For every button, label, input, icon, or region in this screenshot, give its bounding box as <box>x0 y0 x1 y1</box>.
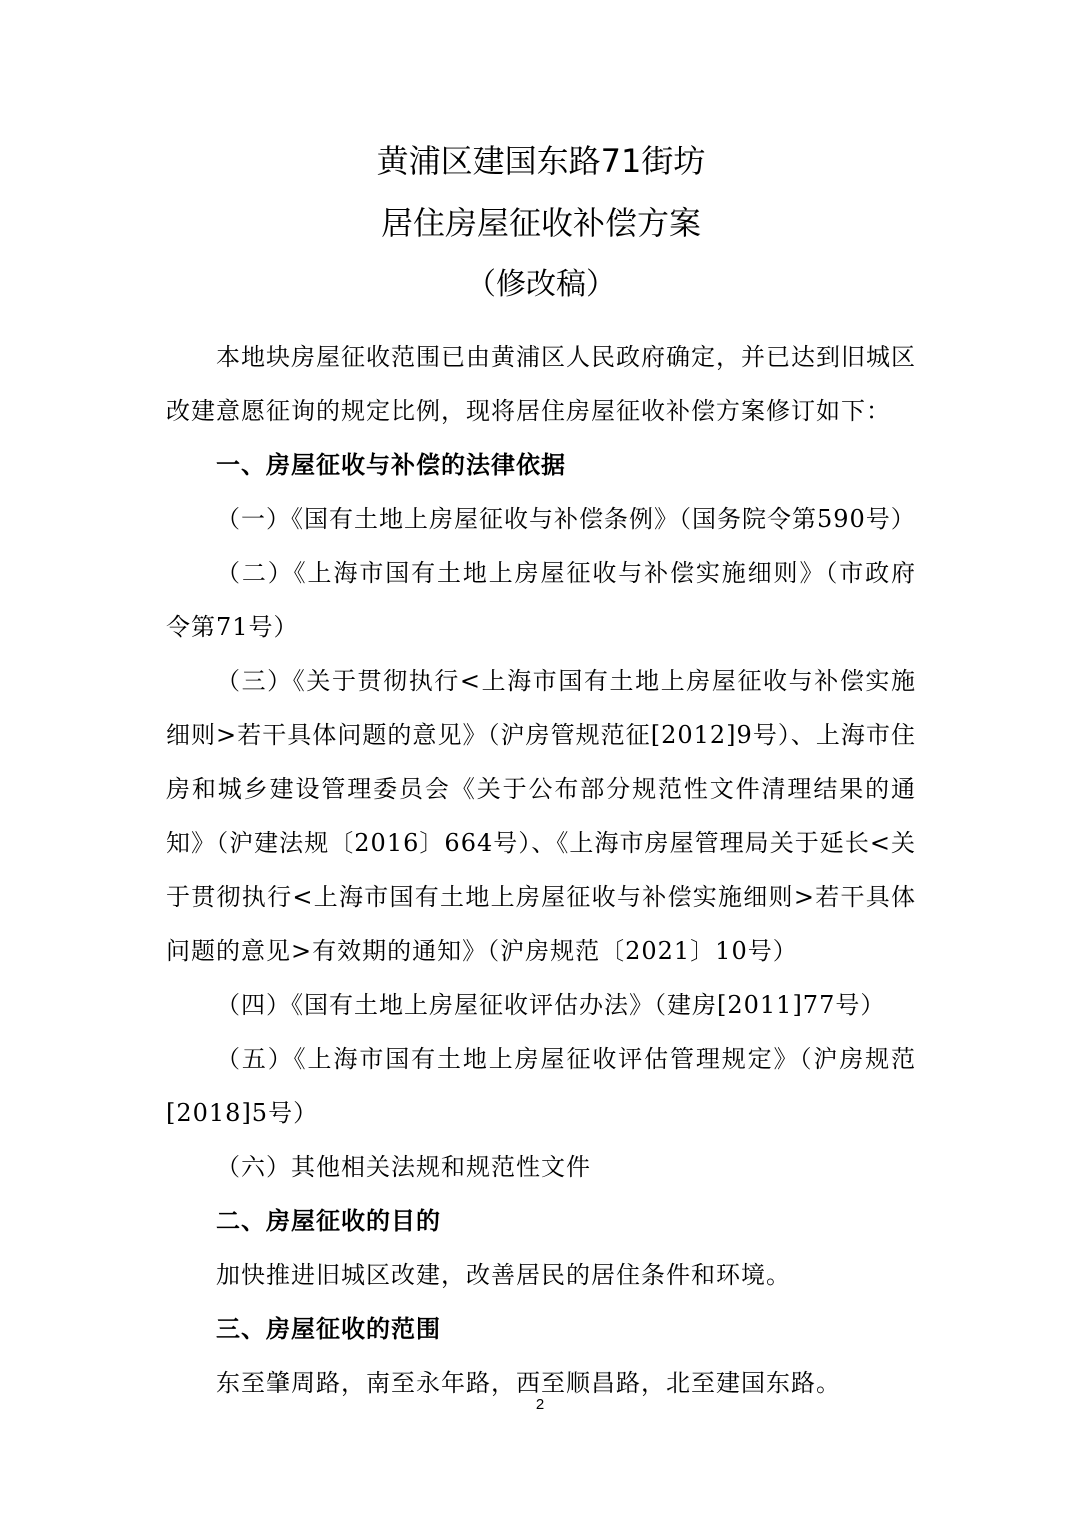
section-1-item-2: （二）《上海市国有土地上房屋征收与补偿实施细则》（市政府令第71号） <box>166 559 916 641</box>
section-1-item-4: （四）《国有土地上房屋征收评估办法》（建房[2011]77号） <box>216 991 886 1019</box>
section-2-body: 加快推进旧城区改建，改善居民的居住条件和环境。 <box>216 1261 791 1289</box>
page-number: 2 <box>535 1396 545 1413</box>
section-1-item-3: （三）《关于贯彻执行<上海市国有土地上房屋征收与补偿实施细则>若干具体问题的意见》（沪房管规范征[2012]9号）、上海市住房和城乡建设管理委员会《关于公布部分规范性文件清理结果的通知》（沪建法规〔2016〕664号）、《上海市房屋管理局关于延长<关于贯彻执行<上海市国有土地上房屋征收与补偿实施细则>若干具体问题的意见>有效期的通知》（沪房规范〔2021〕10号） <box>166 667 916 965</box>
section-3-body: 东至肇周路，南至永年路，西至顺昌路，北至建国东路。 <box>216 1369 841 1397</box>
page-content <box>166 132 916 1410</box>
section-1-item-6: （六）其他相关法规和规范性文件 <box>216 1153 591 1181</box>
section-3-heading: 三、房屋征收的范围 <box>216 1315 441 1343</box>
section-1-heading: 一、房屋征收与补偿的法律依据 <box>216 451 566 479</box>
section-1-item-1: （一）《国有土地上房屋征收与补偿条例》（国务院令第590号） <box>216 505 916 533</box>
section-2-heading: 二、房屋征收的目的 <box>216 1207 441 1235</box>
intro-paragraph: 本地块房屋征收范围已由黄浦区人民政府确定，并已达到旧城区改建意愿征询的规定比例，现将居住房屋征收补偿方案修订如下： <box>166 343 916 425</box>
section-1-item-5: （五）《上海市国有土地上房屋征收评估管理规定》（沪房规范[2018]5号） <box>166 1045 916 1127</box>
title-line-3: （修改稿） <box>466 267 616 302</box>
title-line-2: 居住房屋征收补偿方案 <box>380 204 701 242</box>
title-line-1: 黄浦区建国东路71街坊 <box>376 142 706 180</box>
